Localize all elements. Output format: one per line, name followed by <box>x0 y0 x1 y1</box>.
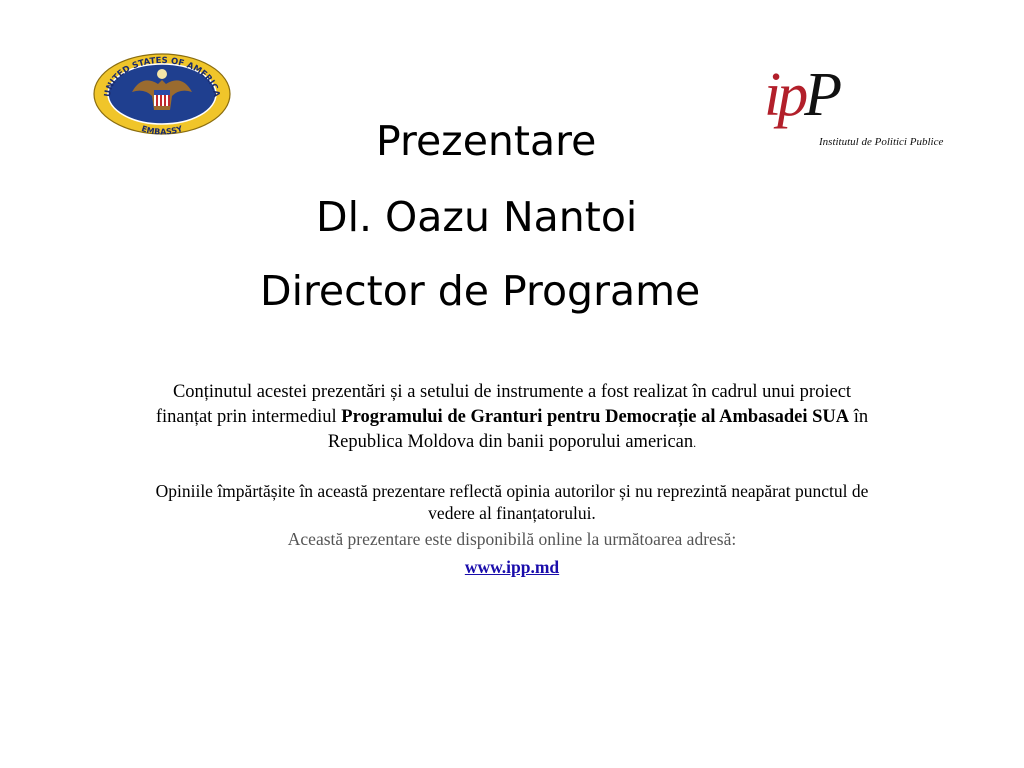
funding-statement: Conținutul acestei prezentări și a setului de instrumente a fost realizat în cadrul unui proiect finanțat prin intermediul Programului de Granturi pentru Democrație al Ambasadei SUA în Republica Moldova din banii poporului american. <box>155 382 869 452</box>
ipp-logo-letters: ipP <box>764 61 839 129</box>
disclaimer-text: Opiniile împărtășite în această prezentare reflectă opinia autorilor și nu reprezintă neapărat punctul de vedere al finanțatorului. <box>155 481 869 523</box>
title-line-presentation: Prezentare <box>376 117 597 165</box>
ipp-logo-tagline: Institutul de Politici Publice <box>819 136 944 148</box>
website-link[interactable]: www.ipp.md <box>464 557 560 577</box>
program-name: Programului de Granturi pentru Democrație al Ambasadei SUA <box>341 407 850 427</box>
slide-body <box>150 380 874 581</box>
us-embassy-seal <box>92 52 232 136</box>
title-line-role: Director de Programe <box>260 267 701 315</box>
ipp-logo <box>764 61 954 154</box>
svg-text:UNITED STATES OF AMERICA: UNITED STATES OF AMERICA <box>102 55 222 98</box>
svg-text:EMBASSY: EMBASSY <box>140 124 184 136</box>
title-line-name: Dl. Oazu Nantoi <box>316 193 638 241</box>
availability-text: Această prezentare este disponibilă online la următoarea adresă: <box>287 529 737 549</box>
